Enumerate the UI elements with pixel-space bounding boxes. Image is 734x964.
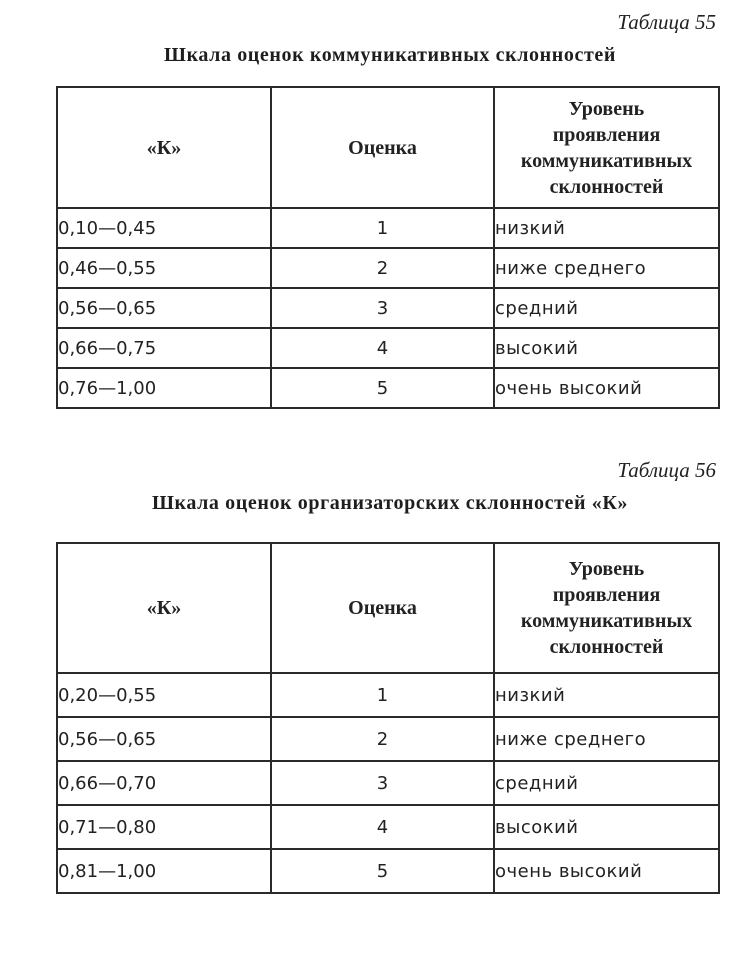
table-row <box>57 761 719 805</box>
score-cell: 3 <box>271 761 494 805</box>
table-55 <box>56 86 720 409</box>
table-56 <box>56 542 720 894</box>
score-cell: 1 <box>271 208 494 248</box>
range-cell: 0,10—0,45 <box>57 208 271 248</box>
header-k: «К» <box>57 543 271 673</box>
level-cell: очень высокий <box>494 849 719 893</box>
level-cell: ниже среднего <box>494 248 719 288</box>
score-cell: 3 <box>271 288 494 328</box>
score-cell: 1 <box>271 673 494 717</box>
header-level-line: склонностей <box>549 636 664 658</box>
score-cell: 5 <box>271 368 494 408</box>
range-cell: 0,66—0,70 <box>57 761 271 805</box>
level-cell: средний <box>494 288 719 328</box>
header-level-line: коммуникативных <box>520 149 693 172</box>
table-55-label: Таблица 55 <box>617 10 716 34</box>
range-cell: 0,71—0,80 <box>57 805 271 849</box>
range-cell: 0,20—0,55 <box>57 673 271 717</box>
header-level-line: коммуникативных <box>520 610 693 632</box>
table-row <box>57 248 719 288</box>
table-row <box>57 328 719 368</box>
header-level <box>494 543 719 673</box>
level-cell: высокий <box>494 328 719 368</box>
table-row <box>57 208 719 248</box>
table-header-row <box>57 87 719 208</box>
table-row <box>57 368 719 408</box>
level-cell: ниже среднего <box>494 717 719 761</box>
score-cell: 5 <box>271 849 494 893</box>
table-row <box>57 849 719 893</box>
table-row <box>57 717 719 761</box>
table-56-label: Таблица 56 <box>617 458 716 482</box>
range-cell: 0,66—0,75 <box>57 328 271 368</box>
level-cell: низкий <box>494 673 719 717</box>
score-cell: 4 <box>271 328 494 368</box>
score-cell: 2 <box>271 717 494 761</box>
level-cell: очень высокий <box>494 368 719 408</box>
table-row <box>57 673 719 717</box>
score-cell: 2 <box>271 248 494 288</box>
header-level-line: проявления <box>552 123 661 146</box>
range-cell: 0,56—0,65 <box>57 288 271 328</box>
header-level-line: Уровень <box>568 558 645 580</box>
header-score: Оценка <box>271 543 494 673</box>
table-55-title: Шкала оценок коммуникативных склонностей <box>164 44 616 66</box>
table-header-row <box>57 543 719 673</box>
header-level-line: Уровень <box>568 97 645 120</box>
range-cell: 0,76—1,00 <box>57 368 271 408</box>
header-score: Оценка <box>271 87 494 208</box>
range-cell: 0,46—0,55 <box>57 248 271 288</box>
range-cell: 0,56—0,65 <box>57 717 271 761</box>
level-cell: низкий <box>494 208 719 248</box>
table-56-title: Шкала оценок организаторских склонностей «К» <box>151 492 629 514</box>
header-level-line: проявления <box>552 584 661 606</box>
level-cell: средний <box>494 761 719 805</box>
header-k: «К» <box>57 87 271 208</box>
header-level <box>494 87 719 208</box>
header-level-line: склонностей <box>549 175 664 198</box>
table-row <box>57 805 719 849</box>
table-row <box>57 288 719 328</box>
level-cell: высокий <box>494 805 719 849</box>
range-cell: 0,81—1,00 <box>57 849 271 893</box>
score-cell: 4 <box>271 805 494 849</box>
